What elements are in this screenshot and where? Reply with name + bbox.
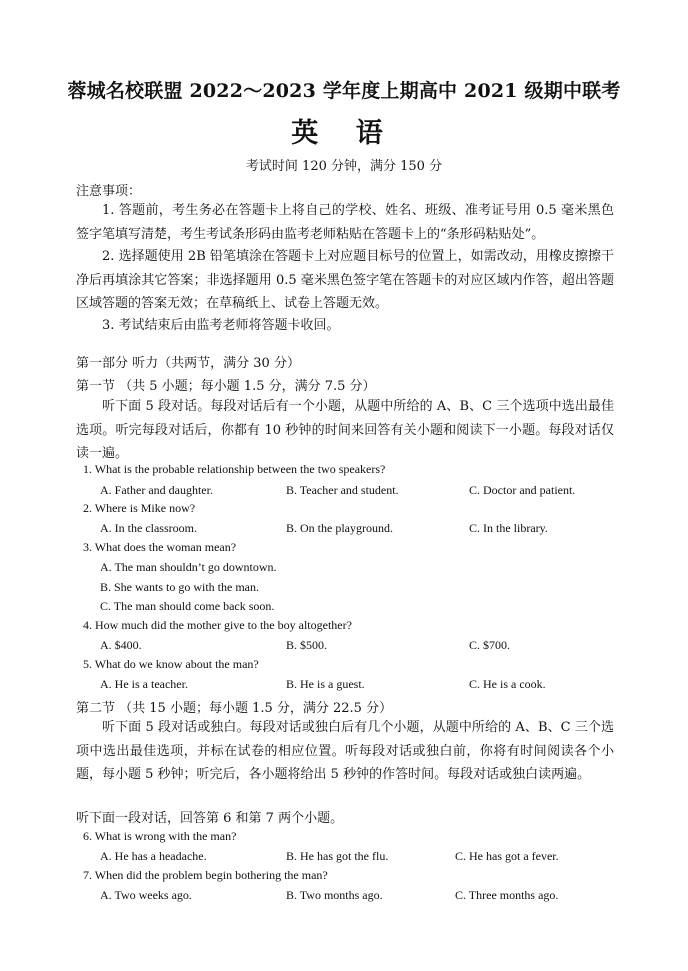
q3-option-b: B. She wants to go with the man. [100,580,259,594]
section1-title: 第一节 （共 5 小题；每小题 1.5 分，满分 7.5 分） [76,379,376,394]
q6-option-c: C. He has got a fever. [455,849,559,863]
notice-item-3: 3. 考试结束后由监考老师将答题卡收回。 [102,318,340,333]
q7-option-c: C. Three months ago. [455,888,559,902]
exam-time-info: 考试时间 120 分钟，满分 150 分 [245,159,443,174]
q4-option-a: A. $400. [100,638,142,652]
q7-option-b: B. Two months ago. [286,888,383,902]
q4-option-b: B. $500. [286,638,328,652]
q3-option-a: A. The man shouldn’t go downtown. [100,560,277,574]
section2-dialog-intro: 听下面一段对话，回答第 6 和第 7 两个小题。 [76,811,344,826]
section1-instructions: 听下面 5 段对话。每段对话后有一个小题，从题中所给的 A、B、C 三个选项中选出最佳选项。听完每段对话后，你都有 10 秒钟的时间来回答有关小题和阅读下一小题。每段对话仅读一遍。 [76,399,614,461]
subject-title: 英 语 [291,118,397,149]
exam-title: 蓉城名校联盟 2022～2023 学年度上期高中 2021 级期中联考 [67,80,621,102]
q5-option-b: B. He is a guest. [286,677,365,691]
q5-option-c: C. He is a cook. [469,677,546,691]
q6-option-b: B. He has got the flu. [286,849,389,863]
question-6-stem: 6. What is wrong with the man? [83,829,237,843]
question-3-stem: 3. What does the woman mean? [83,540,237,554]
q4-option-c: C. $700. [469,638,511,652]
q6-option-a: A. He has a headache. [100,849,207,863]
q2-option-b: B. On the playground. [286,521,393,535]
notice-heading: 注意事项： [76,184,142,199]
q1-option-b: B. Teacher and student. [286,483,399,497]
question-5-stem: 5. What do we know about the man? [83,657,259,671]
question-7-stem: 7. When did the problem begin bothering the man? [83,868,328,882]
q2-option-a: A. In the classroom. [100,521,197,535]
notice-item-2: 2. 选择题使用 2B 铅笔填涂在答题卡上对应题目标号的位置上，如需改动，用橡皮擦擦干净后再填涂其它答案；非选择题用 0.5 毫米黑色签字笔在答题卡的对应区域内作答，超出答题区域答题的答案无效；在草稿纸上、试卷上答题无效。 [76,249,614,311]
q2-option-c: C. In the library. [469,521,548,535]
q3-option-c: C. The man should come back soon. [100,599,275,613]
q7-option-a: A. Two weeks ago. [100,888,192,902]
question-1-stem: 1. What is the probable relationship between the two speakers? [83,462,386,476]
part1-title: 第一部分 听力（共两节，满分 30 分） [76,356,300,371]
question-2-stem: 2. Where is Mike now? [83,501,196,515]
q1-option-c: C. Doctor and patient. [469,483,576,497]
q5-option-a: A. He is a teacher. [100,677,188,691]
q1-option-a: A. Father and daughter. [100,483,213,497]
section2-instructions: 听下面 5 段对话或独白。每段对话或独白后有几个小题，从题中所给的 A、B、C 三个选项中选出最佳选项，并标在试卷的相应位置。听每段对话或独白前，你将有时间阅读各个小题，每小题 5 秒钟；听完后，各小题将给出 5 秒钟的作答时间。每段对话或独白读两遍。 [76,720,614,782]
section2-title: 第二节 （共 15 小题；每小题 1.5 分，满分 22.5 分） [76,701,393,716]
question-4-stem: 4. How much did the mother give to the boy altogether? [83,618,352,632]
notice-item-1: 1. 答题前，考生务必在答题卡上将自己的学校、姓名、班级、准考证号用 0.5 毫米黑色签字笔填写清楚，考生考试条形码由监考老师粘贴在答题卡上的“条形码粘贴处”。 [76,203,614,242]
